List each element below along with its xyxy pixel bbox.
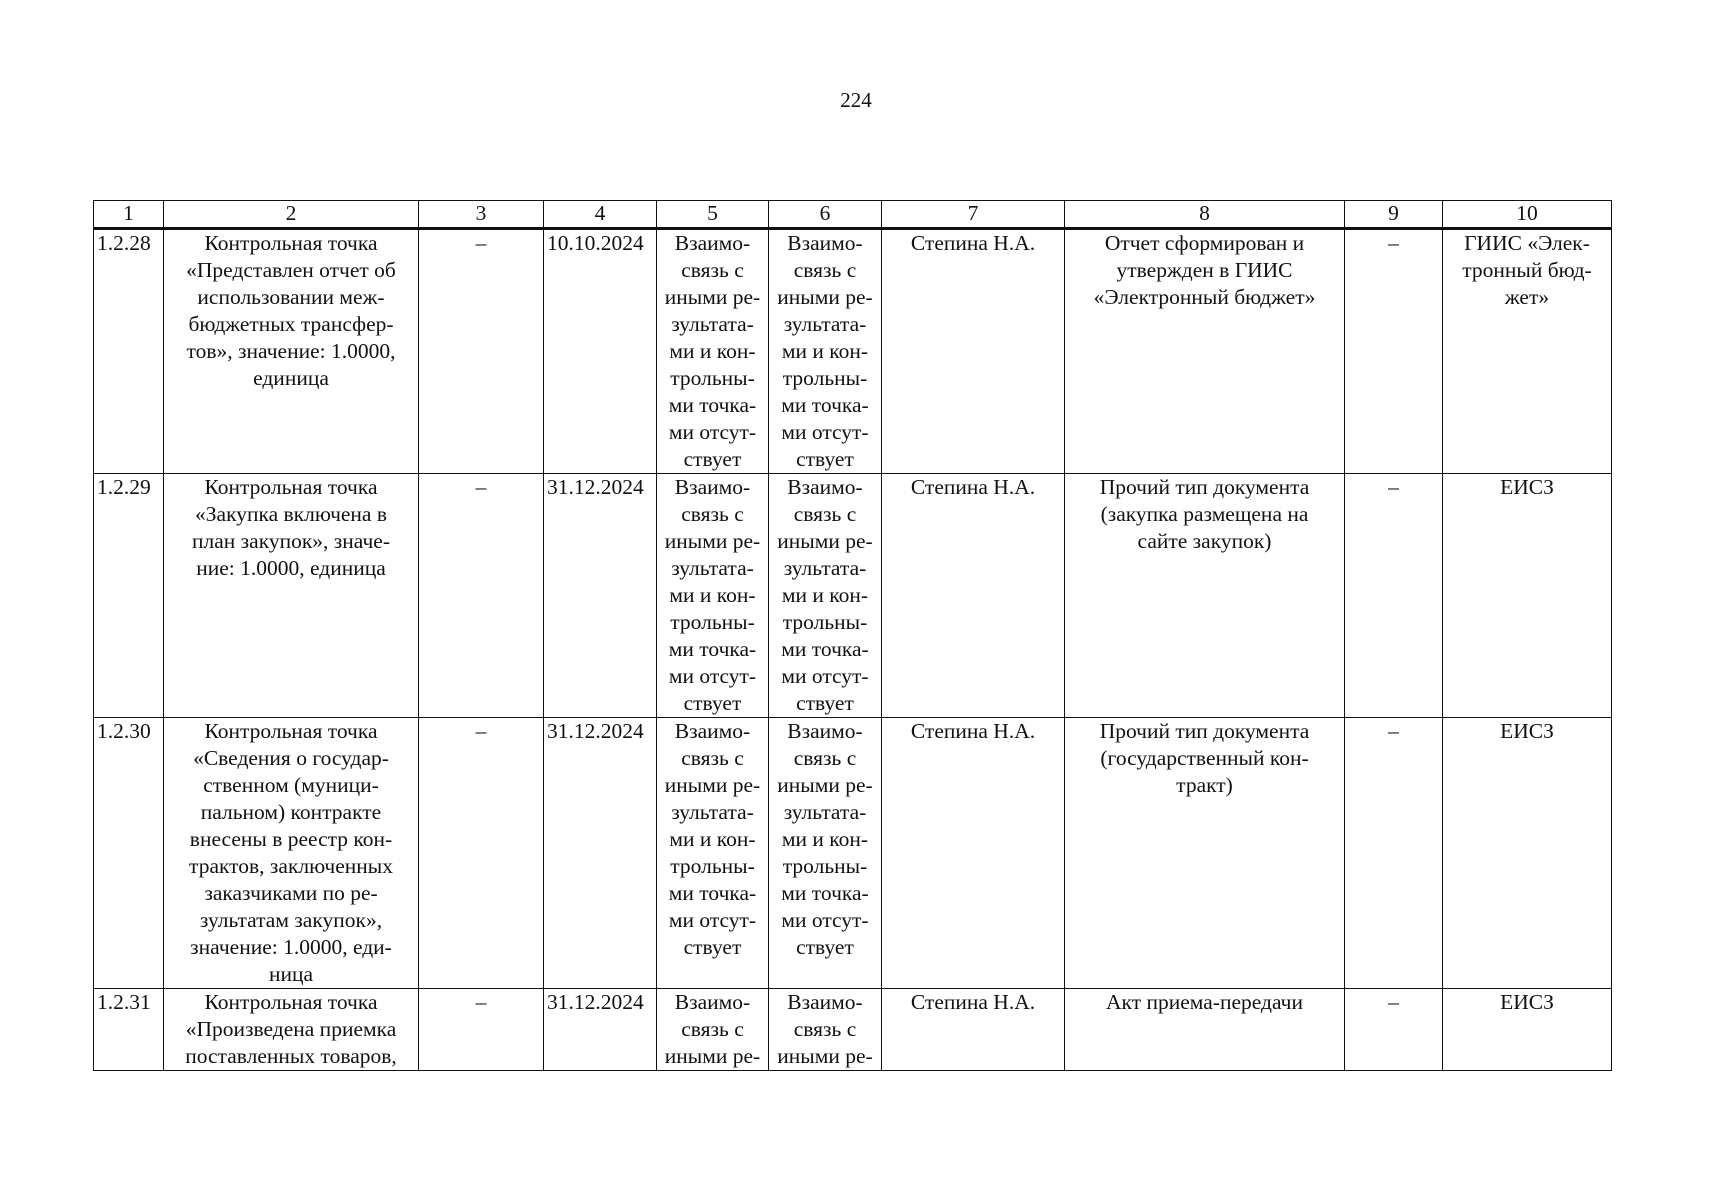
successor-links-line: зультата-: [783, 556, 867, 580]
information-system-line: тронный бюд-: [1462, 258, 1592, 282]
control-point-name: [164, 718, 419, 989]
responsible-person: Степина Н.А.: [882, 229, 1065, 474]
successor-links: [769, 989, 882, 1071]
predecessor-links-line: иными ре-: [664, 1044, 761, 1068]
control-point-name-line: Контрольная точка: [204, 231, 378, 255]
predecessor-links-line: связь с: [681, 1017, 744, 1041]
predecessor-links-line: ствует: [683, 447, 742, 471]
indicator-level: –: [1345, 474, 1443, 718]
control-point-name-line: зультатам закупок»,: [199, 908, 383, 932]
predecessor-links-line: ми точка-: [668, 881, 757, 905]
predecessor-links-line: зультата-: [671, 800, 754, 824]
table-row: [94, 229, 1612, 474]
table-row: [94, 474, 1612, 718]
predecessor-links-line: ми и кон-: [669, 827, 756, 851]
predecessor-links-line: иными ре-: [664, 285, 761, 309]
information-system-line: ЕИСЗ: [1500, 990, 1554, 1014]
successor-links-line: связь с: [793, 746, 857, 770]
successor-links-line: Взаимо-: [787, 990, 863, 1014]
predecessor-links: [657, 989, 769, 1071]
column-header: 8: [1065, 201, 1345, 229]
confirmation-document: [1065, 718, 1345, 989]
predecessor-links-line: Взаимо-: [674, 719, 751, 743]
confirmation-document: [1065, 229, 1345, 474]
control-point-name-line: «Сведения о государ-: [193, 746, 389, 770]
control-point-name-line: тов», значение: 1.0000,: [186, 339, 396, 363]
confirmation-document-line: Акт приема-передачи: [1106, 990, 1303, 1014]
confirmation-document: [1065, 989, 1345, 1071]
column-header: 3: [419, 201, 544, 229]
column-header: 6: [769, 201, 882, 229]
information-system-line: ЕИСЗ: [1500, 719, 1554, 743]
information-system-line: жет»: [1504, 285, 1550, 309]
successor-links-line: ствует: [796, 691, 854, 715]
predecessor-links-line: ми отсут-: [668, 664, 757, 688]
predecessor-links: [657, 229, 769, 474]
column-header: 5: [657, 201, 769, 229]
responsible-person: Степина Н.А.: [882, 718, 1065, 989]
successor-links: [769, 474, 882, 718]
column-header: 4: [544, 201, 657, 229]
base-value: –: [419, 989, 544, 1071]
confirmation-document-line: (закупка размещена на: [1100, 502, 1309, 526]
successor-links-line: ми отсут-: [781, 664, 869, 688]
predecessor-links-line: зультата-: [671, 556, 754, 580]
row-number: 1.2.30: [94, 718, 164, 989]
predecessor-links: [657, 718, 769, 989]
control-point-name-line: поставленных товаров,: [185, 1044, 397, 1068]
confirmation-document-line: сайте закупок): [1137, 529, 1272, 553]
control-point-name-line: ственном (муници-: [203, 773, 379, 797]
successor-links-line: ми и кон-: [781, 583, 869, 607]
predecessor-links-line: ми точка-: [668, 393, 757, 417]
control-point-name-line: «Закупка включена в: [195, 502, 387, 526]
successor-links-line: ми отсут-: [781, 420, 869, 444]
control-point-name-line: ние: 1.0000, единица: [196, 556, 386, 580]
successor-links-line: иными ре-: [777, 285, 873, 309]
confirmation-document-line: Прочий тип документа: [1099, 719, 1310, 743]
confirmation-document-line: (государственный кон-: [1100, 746, 1309, 770]
control-point-name-line: Контрольная точка: [204, 475, 378, 499]
control-point-name: [164, 474, 419, 718]
successor-links-line: ми точка-: [781, 881, 869, 905]
successor-links-line: связь с: [793, 502, 857, 526]
column-header: 10: [1443, 201, 1612, 229]
responsible-person: Степина Н.А.: [882, 474, 1065, 718]
successor-links-line: зультата-: [783, 312, 867, 336]
predecessor-links-line: трольны-: [670, 366, 755, 390]
predecessor-links-line: ствует: [683, 691, 742, 715]
control-point-name-line: ница: [268, 962, 314, 986]
successor-links-line: трольны-: [782, 854, 868, 878]
due-date: 31.12.2024: [544, 474, 657, 718]
predecessor-links-line: иными ре-: [664, 773, 761, 797]
confirmation-document-line: «Электронный бюджет»: [1093, 285, 1316, 309]
predecessor-links-line: ми отсут-: [668, 908, 757, 932]
successor-links-line: Взаимо-: [787, 231, 863, 255]
control-point-name-line: «Представлен отчет об: [186, 258, 396, 282]
successor-links-line: иными ре-: [777, 773, 873, 797]
confirmation-document-line: утвержден в ГИИС: [1116, 258, 1293, 282]
successor-links: [769, 229, 882, 474]
successor-links-line: Взаимо-: [787, 719, 863, 743]
control-point-name-line: пальном) контракте: [200, 800, 382, 824]
confirmation-document-line: Прочий тип документа: [1099, 475, 1310, 499]
indicator-level: –: [1345, 718, 1443, 989]
predecessor-links-line: зультата-: [671, 312, 754, 336]
successor-links-line: ми и кон-: [781, 339, 869, 363]
predecessor-links-line: трольны-: [670, 610, 755, 634]
successor-links-line: ствует: [796, 935, 854, 959]
indicator-level: –: [1345, 989, 1443, 1071]
successor-links-line: связь с: [793, 258, 857, 282]
column-header: 7: [882, 201, 1065, 229]
header-row: [94, 201, 1612, 229]
information-system-line: ЕИСЗ: [1500, 475, 1554, 499]
control-point-name-line: план закупок», значе-: [192, 529, 390, 553]
confirmation-document-line: тракт): [1176, 773, 1233, 797]
predecessor-links-line: ми и кон-: [669, 339, 756, 363]
row-number: 1.2.31: [94, 989, 164, 1071]
table-row: [94, 718, 1612, 989]
information-system: [1443, 229, 1612, 474]
due-date: 31.12.2024: [544, 989, 657, 1071]
control-point-name: [164, 989, 419, 1071]
predecessor-links-line: трольны-: [670, 854, 755, 878]
confirmation-document-line: Отчет сформирован и: [1104, 231, 1305, 255]
successor-links-line: ми отсут-: [781, 908, 869, 932]
successor-links-line: ми точка-: [781, 393, 869, 417]
successor-links-line: трольны-: [782, 366, 868, 390]
predecessor-links-line: ми точка-: [668, 637, 757, 661]
predecessor-links-line: связь с: [681, 746, 744, 770]
due-date: 10.10.2024: [544, 229, 657, 474]
predecessor-links-line: Взаимо-: [674, 475, 751, 499]
column-header: 2: [164, 201, 419, 229]
control-point-name-line: Контрольная точка: [204, 990, 378, 1014]
predecessor-links-line: связь с: [681, 502, 744, 526]
base-value: –: [419, 229, 544, 474]
control-point-name-line: внесены в реестр кон-: [189, 827, 393, 851]
table-row: [94, 989, 1612, 1071]
indicator-level: –: [1345, 229, 1443, 474]
successor-links-line: трольны-: [782, 610, 868, 634]
successor-links-line: ми и кон-: [781, 827, 869, 851]
predecessor-links-line: ствует: [683, 935, 742, 959]
due-date: 31.12.2024: [544, 718, 657, 989]
predecessor-links-line: ми и кон-: [669, 583, 756, 607]
base-value: –: [419, 718, 544, 989]
predecessor-links-line: ми отсут-: [668, 420, 757, 444]
predecessor-links: [657, 474, 769, 718]
control-point-name-line: трактов, заключенных: [189, 854, 393, 878]
successor-links-line: связь с: [793, 1017, 857, 1041]
base-value: –: [419, 474, 544, 718]
successor-links-line: иными ре-: [777, 1044, 873, 1068]
control-point-name-line: «Произведена приемка: [185, 1017, 397, 1041]
successor-links-line: зультата-: [783, 800, 867, 824]
information-system: [1443, 989, 1612, 1071]
control-point-name-line: использовании меж-: [197, 285, 385, 309]
page-number: 224: [840, 88, 872, 112]
confirmation-document: [1065, 474, 1345, 718]
information-system: [1443, 718, 1612, 989]
column-header: 9: [1345, 201, 1443, 229]
successor-links-line: ствует: [796, 447, 854, 471]
data-table: [93, 200, 1612, 1071]
successor-links: [769, 718, 882, 989]
successor-links-line: Взаимо-: [787, 475, 863, 499]
successor-links-line: ми точка-: [781, 637, 869, 661]
predecessor-links-line: связь с: [681, 258, 744, 282]
predecessor-links-line: иными ре-: [664, 529, 761, 553]
information-system: [1443, 474, 1612, 718]
predecessor-links-line: Взаимо-: [674, 231, 751, 255]
control-point-name-line: значение: 1.0000, еди-: [190, 935, 392, 959]
responsible-person: Степина Н.А.: [882, 989, 1065, 1071]
row-number: 1.2.28: [94, 229, 164, 474]
control-point-name-line: единица: [253, 366, 329, 390]
control-point-name-line: Контрольная точка: [204, 719, 378, 743]
column-header: 1: [94, 201, 164, 229]
control-point-name-line: бюджетных трансфер-: [188, 312, 394, 336]
row-number: 1.2.29: [94, 474, 164, 718]
information-system-line: ГИИС «Элек-: [1464, 231, 1590, 255]
control-point-name: [164, 229, 419, 474]
successor-links-line: иными ре-: [777, 529, 873, 553]
predecessor-links-line: Взаимо-: [674, 990, 751, 1014]
control-point-name-line: заказчиками по ре-: [204, 881, 378, 905]
